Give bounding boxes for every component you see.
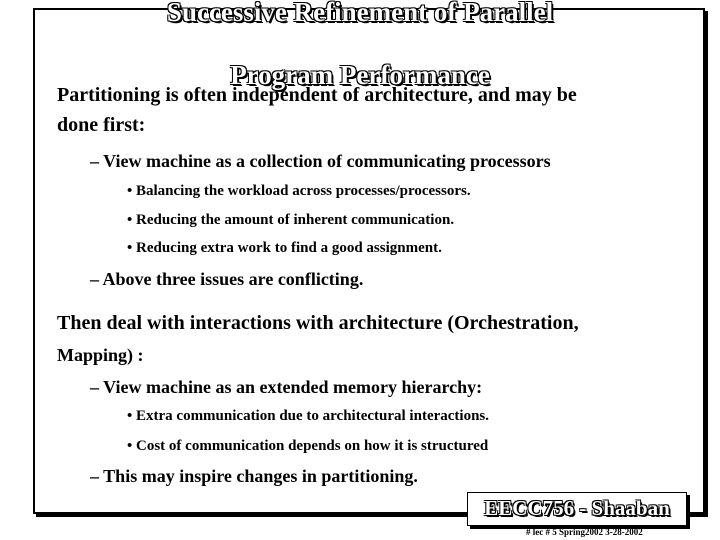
paragraph-2-line1: Then deal with interactions with architecture (Orchestration, bbox=[57, 312, 579, 334]
paragraph-1-line2: done first: bbox=[57, 114, 146, 136]
slide-title-line1: Successive Refinement of Parallel bbox=[166, 0, 554, 27]
bullet-extra-communication: • Extra communication due to architectural interactions. bbox=[127, 408, 490, 424]
bullet-workload: • Balancing the workload across processes/processors. bbox=[127, 183, 471, 199]
footer-course-label bbox=[467, 492, 687, 526]
sub-point-1: – View machine as a collection of communicating processors bbox=[90, 151, 551, 171]
sub-point-3: – View machine as an extended memory hierarchy: bbox=[90, 377, 483, 397]
paragraph-2-line2: Mapping) : bbox=[57, 345, 144, 365]
sub-point-2: – Above three issues are conflicting. bbox=[90, 269, 364, 289]
bullet-cost-of-communication: • Cost of communication depends on how it is structured bbox=[127, 438, 489, 454]
footnote-lecture-date: # lec # 5 Spring2002 3-28-2002 bbox=[526, 527, 643, 537]
bullet-communication: • Reducing the amount of inherent communication. bbox=[127, 212, 455, 228]
paragraph-1-line1: Partitioning is often independent of architecture, and may be bbox=[57, 84, 577, 106]
slide-title-line2: Program Performance bbox=[230, 60, 490, 90]
bullet-extra-work: • Reducing extra work to find a good assignment. bbox=[127, 240, 442, 256]
footer-course-text: EECC756 - Shaaban bbox=[484, 496, 670, 520]
sub-point-4: – This may inspire changes in partitioning. bbox=[90, 466, 418, 486]
